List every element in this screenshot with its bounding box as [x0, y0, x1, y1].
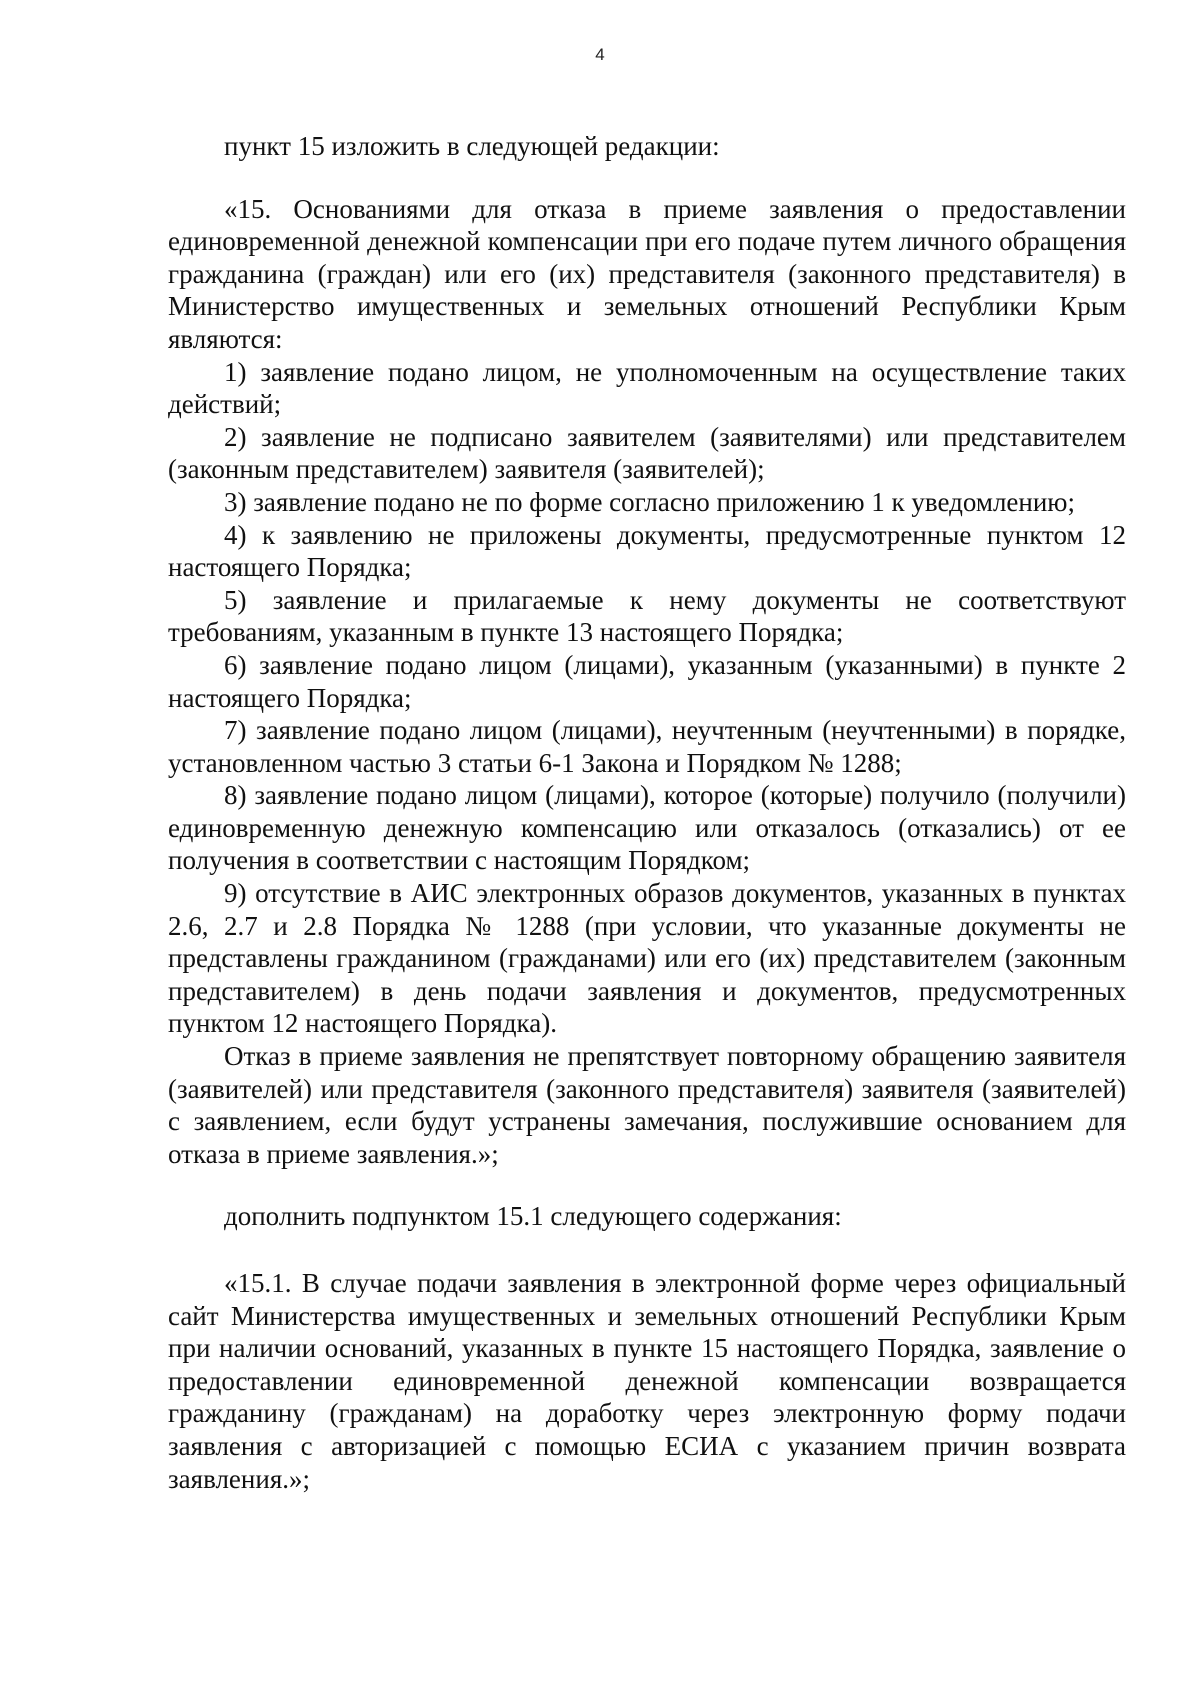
- list-item-1: 1) заявление подано лицом, не уполномоченным на осуществление таких действий;: [168, 356, 1126, 420]
- list-item-5: 5) заявление и прилагаемые к нему документы не соответствуют требованиям, указанным в пункте 13 настоящего Порядка;: [168, 584, 1126, 648]
- list-item-9: 9) отсутствие в АИС электронных образов документов, указанных в пунктах 2.6, 2.7 и 2.8 Порядка № 1288 (при условии, что указанные документы не представлены гражданином (гражданами) или его (их) представителем (законным представителем) в день подачи заявления и документов, предусмотренных пунктом 12 настоящего Порядка).: [168, 878, 1126, 1039]
- list-item-6: 6) заявление подано лицом (лицами), указанным (указанными) в пункте 2 настоящего Порядка;: [168, 649, 1126, 713]
- page-number: 4: [595, 45, 605, 64]
- list-item-7: 7) заявление подано лицом (лицами), неучтенным (неучтенными) в порядке, установленном частью 3 статьи 6-1 Закона и Порядком № 1288;: [168, 715, 1126, 778]
- list-item-8: 8) заявление подано лицом (лицами), которое (которые) получило (получили) единовременную денежную компенсацию или отказалось (отказались) от ее получения в соответствии с настоящим Порядком;: [168, 780, 1126, 876]
- clause-15-paragraph: «15. Основаниями для отказа в приеме заявления о предоставлении единовременной денежной компенсации при его подаче путем личного обращения гражданина (граждан) или его (их) представителя (законного представителя) в Министерство имущественных и земельных отношений Республики Крым являются:: [168, 193, 1126, 354]
- list-item-4: 4) к заявлению не приложены документы, предусмотренные пунктом 12 настоящего Порядка;: [168, 519, 1126, 583]
- supplement-intro-paragraph: дополнить подпунктом 15.1 следующего содержания:: [224, 1201, 842, 1232]
- list-item-2: 2) заявление не подписано заявителем (заявителями) или представителем (законным представителем) заявителя (заявителей);: [168, 421, 1126, 485]
- intro-paragraph: пункт 15 изложить в следующей редакции:: [224, 131, 720, 161]
- refusal-note-paragraph: Отказ в приеме заявления не препятствует повторному обращению заявителя (заявителей) или представителя (законного представителя) заявителя (заявителей) с заявлением, если будут устранены замечания, послужившие основанием для отказа в приеме заявления.»;: [168, 1041, 1126, 1169]
- list-item-3: 3) заявление подано не по форме согласно приложению 1 к уведомлению;: [224, 486, 1075, 517]
- clause-15-1-paragraph: «15.1. В случае подачи заявления в электронной форме через официальный сайт Министерства имущественных и земельных отношений Республики Крым при наличии оснований, указанных в пункте 15 настоящего Порядка, заявление о предоставлении единовременной денежной компенсации возвращается гражданину (гражданам) на доработку через электронную форму подачи заявления с авторизацией с помощью ЕСИА с указанием причин возврата заявления.»;: [168, 1268, 1126, 1494]
- document-body: [168, 130, 1126, 1495]
